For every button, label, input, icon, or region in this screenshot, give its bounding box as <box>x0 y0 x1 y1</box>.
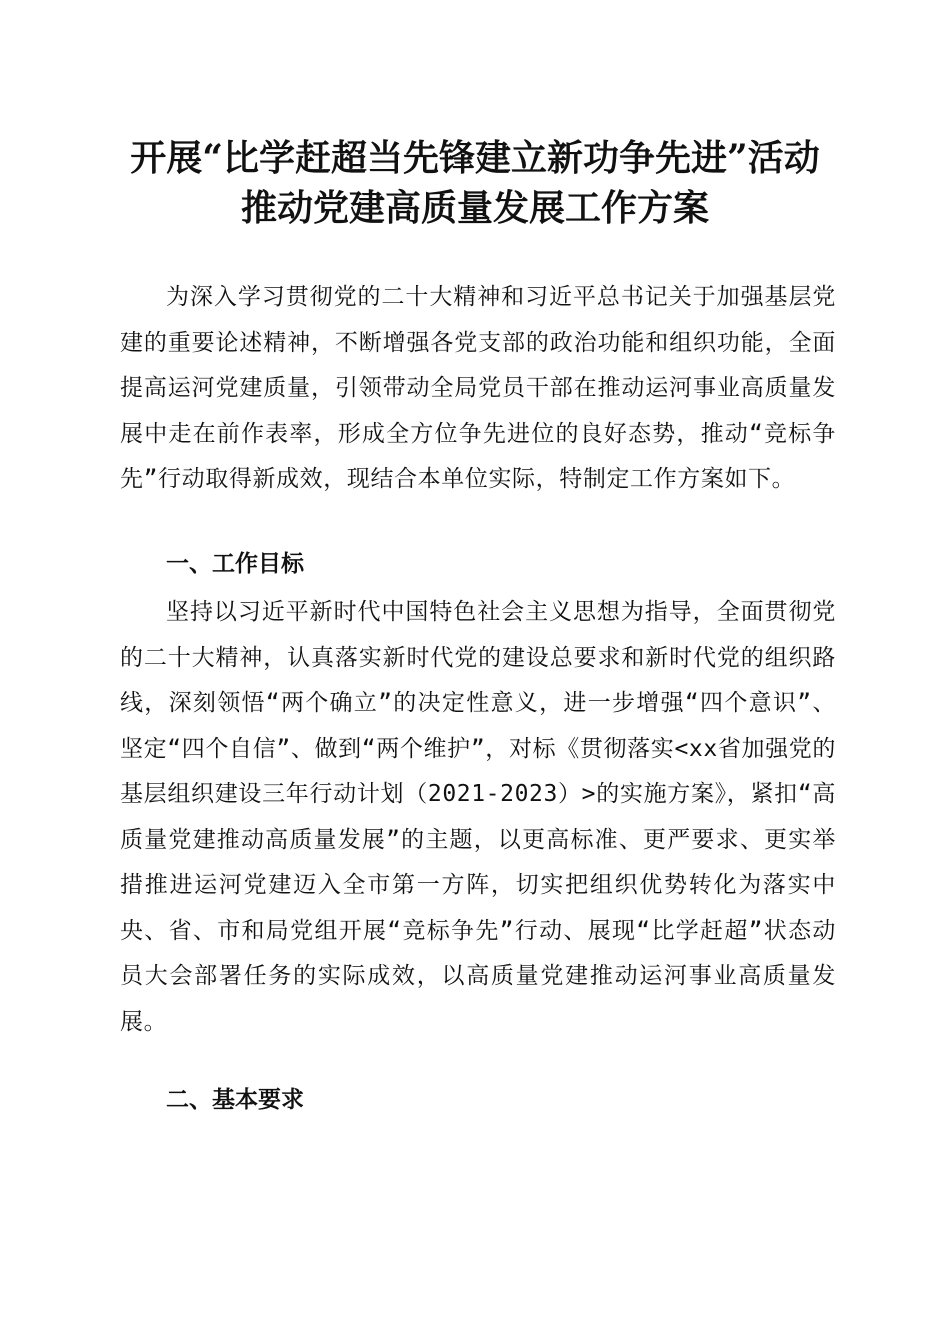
intro-paragraph: 为深入学习贯彻党的二十大精神和习近平总书记关于加强基层党建的重要论述精神，不断增强各党支部的政治功能和组织功能，全面提高运河党建质量，引领带动全局党员干部在推动运河事业高质量发展中走在前作表率，形成全方位争先进位的良好态势，推动“竞标争先”行动取得新成效，现结合本单位实际，特制定工作方案如下。 <box>120 284 836 492</box>
document-title-line-1: 开展“比学赶超当先锋建立新功争先进”活动 <box>130 137 820 179</box>
goals-paragraph: 坚持以习近平新时代中国特色社会主义思想为指导，全面贯彻党的二十大精神，认真落实新时代党的建设总要求和新时代党的组织路线，深刻领悟“两个确立”的决定性意义，进一步增强“四个意识”、坚定“四个自信”、做到“两个维护”，对标《贯彻落实<xx省加强党的基层组织建设三年行动计划（2021-2023）>的实施方案》，紧扣“高质量党建推动高质量发展”的主题，以更高标准、更严要求、更实举措推进运河党建迈入全市第一方阵，切实把组织优势转化为落实中央、省、市和局党组开展“竞标争先”行动、展现“比学赶超”状态动员大会部署任务的实际成效，以高质量党建推动运河事业高质量发展。 <box>120 599 836 1035</box>
section-heading-requirements: 二、基本要求 <box>166 1087 304 1113</box>
document-title-line-2: 推动党建高质量发展工作方案 <box>240 187 709 229</box>
section-heading-goals: 一、工作目标 <box>166 551 304 577</box>
